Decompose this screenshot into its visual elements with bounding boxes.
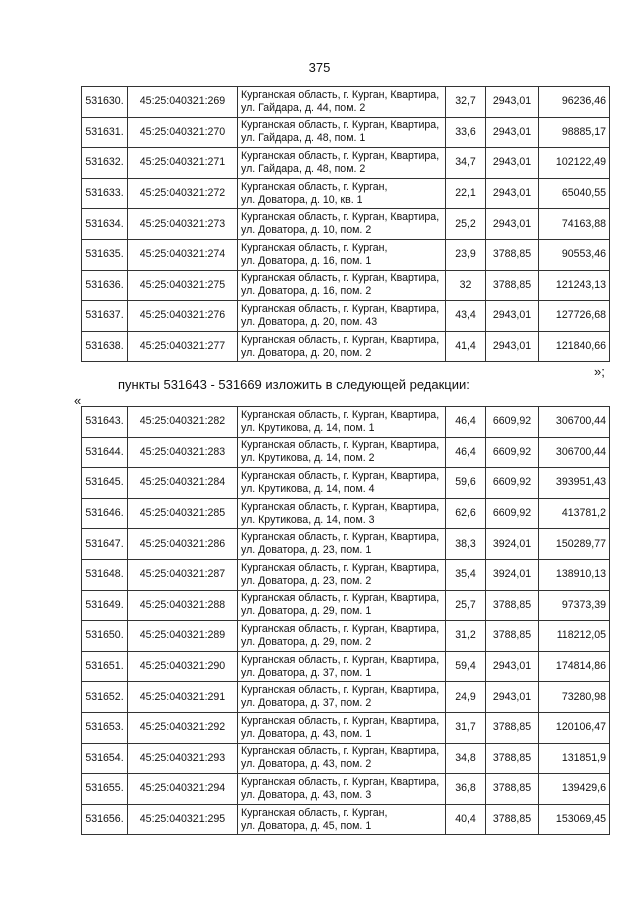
area-cell: 35,4 [446,559,486,590]
address-line-1: Курганская область, г. Курган, Квартира, [241,119,440,132]
address-line-1: Курганская область, г. Курган, Квартира, [241,531,440,544]
address-cell [238,529,446,560]
cadastral-value-cell: 90553,46 [539,239,610,270]
address-line-1: Курганская область, г. Курган, Квартира, [241,272,440,285]
cadastral-value-cell: 74163,88 [539,209,610,240]
cadastral-rate-cell: 2943,01 [486,117,539,148]
area-cell: 32,7 [446,87,486,118]
cadastral-rate-cell: 6609,92 [486,437,539,468]
area-cell: 22,1 [446,178,486,209]
cadastral-number-cell: 45:25:040321:270 [128,117,238,148]
cadastral-rate-cell: 2943,01 [486,331,539,362]
area-cell: 46,4 [446,407,486,438]
item-number-cell: 531644. [82,437,128,468]
table-row [82,498,610,529]
cadastral-number-cell: 45:25:040321:277 [128,331,238,362]
table-row [82,301,610,332]
cadastral-value-cell: 73280,98 [539,682,610,713]
cadastral-rate-cell: 6609,92 [486,407,539,438]
item-number-cell: 531650. [82,621,128,652]
address-cell [238,270,446,301]
address-line-2: ул. Доватора, д. 43, пом. 2 [241,758,372,771]
table-body [82,87,610,362]
cadastral-rate-cell: 2943,01 [486,209,539,240]
cadastral-number-cell: 45:25:040321:274 [128,239,238,270]
address-line-1: Курганская область, г. Курган, [241,806,388,819]
table-row [82,117,610,148]
area-cell: 36,8 [446,774,486,805]
cadastral-value-cell: 102122,49 [539,148,610,179]
cadastral-rate-cell: 2943,01 [486,301,539,332]
area-cell: 32 [446,270,486,301]
table-row [82,178,610,209]
area-cell: 24,9 [446,682,486,713]
cadastral-value-cell: 121243,13 [539,270,610,301]
table-row [82,331,610,362]
area-cell: 33,6 [446,117,486,148]
area-cell: 59,6 [446,468,486,499]
cadastral-rate-cell: 3924,01 [486,559,539,590]
address-line-1: Курганская область, г. Курган, Квартира, [241,714,440,727]
address-cell [238,651,446,682]
registry-table-previous [81,86,610,362]
address-line-2: ул. Доватора, д. 37, пом. 2 [241,697,372,710]
item-number-cell: 531631. [82,117,128,148]
cadastral-rate-cell: 3788,85 [486,774,539,805]
item-number-cell: 531656. [82,804,128,835]
address-line-2: ул. Доватора, д. 23, пом. 1 [241,544,372,557]
address-line-2: ул. Доватора, д. 29, пом. 2 [241,635,372,648]
item-number-cell: 531647. [82,529,128,560]
address-line-2: ул. Доватора, д. 43, пом. 1 [241,727,372,740]
cadastral-rate-cell: 3788,85 [486,804,539,835]
cadastral-number-cell: 45:25:040321:283 [128,437,238,468]
cadastral-value-cell: 121840,66 [539,331,610,362]
address-line-2: ул. Доватора, д. 16, пом. 2 [241,285,372,298]
address-line-2: ул. Крутикова, д. 14, пом. 4 [241,482,375,495]
area-cell: 46,4 [446,437,486,468]
cadastral-rate-cell: 3788,85 [486,239,539,270]
area-cell: 38,3 [446,529,486,560]
table-row [82,651,610,682]
cadastral-value-cell: 131851,9 [539,743,610,774]
address-line-1: Курганская область, г. Курган, Квартира, [241,592,440,605]
cadastral-number-cell: 45:25:040321:286 [128,529,238,560]
address-cell [238,301,446,332]
amendment-instruction: пункты 531643 - 531669 изложить в следующей редакции: [118,377,470,392]
table-row [82,407,610,438]
cadastral-rate-cell: 2943,01 [486,87,539,118]
cadastral-rate-cell: 3924,01 [486,529,539,560]
table-row [82,804,610,835]
cadastral-value-cell: 153069,45 [539,804,610,835]
cadastral-number-cell: 45:25:040321:294 [128,774,238,805]
area-cell: 34,7 [446,148,486,179]
item-number-cell: 531652. [82,682,128,713]
item-number-cell: 531636. [82,270,128,301]
item-number-cell: 531654. [82,743,128,774]
cadastral-number-cell: 45:25:040321:282 [128,407,238,438]
cadastral-number-cell: 45:25:040321:295 [128,804,238,835]
cadastral-value-cell: 306700,44 [539,437,610,468]
address-cell [238,774,446,805]
cadastral-value-cell: 120106,47 [539,712,610,743]
cadastral-number-cell: 45:25:040321:271 [128,148,238,179]
cadastral-rate-cell: 2943,01 [486,651,539,682]
item-number-cell: 531645. [82,468,128,499]
item-number-cell: 531635. [82,239,128,270]
address-line-2: ул. Крутикова, д. 14, пом. 1 [241,421,375,434]
item-number-cell: 531643. [82,407,128,438]
address-line-1: Курганская область, г. Курган, Квартира, [241,302,440,315]
cadastral-rate-cell: 3788,85 [486,712,539,743]
cadastral-number-cell: 45:25:040321:275 [128,270,238,301]
cadastral-number-cell: 45:25:040321:290 [128,651,238,682]
address-line-2: ул. Гайдара, д. 48, пом. 2 [241,162,366,175]
cadastral-rate-cell: 6609,92 [486,468,539,499]
cadastral-value-cell: 98885,17 [539,117,610,148]
cadastral-value-cell: 97373,39 [539,590,610,621]
area-cell: 25,7 [446,590,486,621]
cadastral-value-cell: 118212,05 [539,621,610,652]
item-number-cell: 531646. [82,498,128,529]
area-cell: 25,2 [446,209,486,240]
address-line-1: Курганская область, г. Курган, Квартира, [241,775,440,788]
address-cell [238,209,446,240]
address-line-2: ул. Доватора, д. 43, пом. 3 [241,788,372,801]
cadastral-rate-cell: 2943,01 [486,178,539,209]
address-line-2: ул. Доватора, д. 20, пом. 43 [241,315,378,328]
address-line-1: Курганская область, г. Курган, Квартира, [241,211,440,224]
table-row [82,209,610,240]
address-line-1: Курганская область, г. Курган, Квартира, [241,333,440,346]
cadastral-number-cell: 45:25:040321:272 [128,178,238,209]
item-number-cell: 531630. [82,87,128,118]
address-line-2: ул. Доватора, д. 45, пом. 1 [241,819,372,832]
address-line-2: ул. Доватора, д. 16, пом. 1 [241,254,372,267]
address-cell [238,468,446,499]
item-number-cell: 531648. [82,559,128,590]
cadastral-rate-cell: 3788,85 [486,590,539,621]
address-line-2: ул. Доватора, д. 37, пом. 1 [241,666,372,679]
table-row [82,621,610,652]
address-line-1: Курганская область, г. Курган, Квартира, [241,684,440,697]
cadastral-number-cell: 45:25:040321:288 [128,590,238,621]
address-line-1: Курганская область, г. Курган, Квартира, [241,469,440,482]
table-row [82,270,610,301]
cadastral-value-cell: 127726,68 [539,301,610,332]
table-row [82,559,610,590]
item-number-cell: 531651. [82,651,128,682]
address-cell [238,590,446,621]
table-row [82,774,610,805]
table-row [82,529,610,560]
cadastral-value-cell: 138910,13 [539,559,610,590]
table-row [82,468,610,499]
address-line-2: ул. Крутикова, д. 14, пом. 2 [241,452,375,465]
area-cell: 41,4 [446,331,486,362]
address-line-1: Курганская область, г. Курган, [241,241,388,254]
address-cell [238,804,446,835]
item-number-cell: 531632. [82,148,128,179]
cadastral-value-cell: 174814,86 [539,651,610,682]
address-cell [238,148,446,179]
cadastral-value-cell: 413781,2 [539,498,610,529]
item-number-cell: 531653. [82,712,128,743]
cadastral-number-cell: 45:25:040321:291 [128,682,238,713]
address-cell [238,437,446,468]
area-cell: 34,8 [446,743,486,774]
address-line-1: Курганская область, г. Курган, Квартира, [241,408,440,421]
address-cell [238,178,446,209]
cadastral-number-cell: 45:25:040321:289 [128,621,238,652]
cadastral-value-cell: 65040,55 [539,178,610,209]
address-cell [238,498,446,529]
address-cell [238,621,446,652]
address-cell [238,743,446,774]
area-cell: 59,4 [446,651,486,682]
cadastral-rate-cell: 2943,01 [486,682,539,713]
cadastral-number-cell: 45:25:040321:293 [128,743,238,774]
address-line-1: Курганская область, г. Курган, Квартира, [241,653,440,666]
address-line-2: ул. Доватора, д. 23, пом. 2 [241,574,372,587]
area-cell: 43,4 [446,301,486,332]
cadastral-rate-cell: 3788,85 [486,270,539,301]
address-line-1: Курганская область, г. Курган, Квартира, [241,500,440,513]
item-number-cell: 531633. [82,178,128,209]
cadastral-rate-cell: 2943,01 [486,148,539,179]
address-cell [238,87,446,118]
address-line-1: Курганская область, г. Курган, Квартира, [241,149,440,162]
address-cell [238,331,446,362]
table-row [82,87,610,118]
address-cell [238,239,446,270]
registry-table-amended [81,406,610,835]
address-line-2: ул. Доватора, д. 10, кв. 1 [241,193,363,206]
address-cell [238,407,446,438]
cadastral-value-cell: 306700,44 [539,407,610,438]
address-line-2: ул. Гайдара, д. 48, пом. 1 [241,132,366,145]
address-cell [238,559,446,590]
page-number: 375 [308,60,331,75]
area-cell: 31,7 [446,712,486,743]
cadastral-number-cell: 45:25:040321:273 [128,209,238,240]
cadastral-number-cell: 45:25:040321:287 [128,559,238,590]
address-line-2: ул. Доватора, д. 10, пом. 2 [241,224,372,237]
address-cell [238,712,446,743]
table-row [82,590,610,621]
address-line-2: ул. Гайдара, д. 44, пом. 2 [241,101,366,114]
cadastral-rate-cell: 3788,85 [486,621,539,652]
address-cell [238,117,446,148]
cadastral-value-cell: 393951,43 [539,468,610,499]
cadastral-rate-cell: 6609,92 [486,498,539,529]
address-line-2: ул. Доватора, д. 29, пом. 1 [241,605,372,618]
table-row [82,239,610,270]
item-number-cell: 531649. [82,590,128,621]
closing-quote: »; [594,364,605,379]
table-row [82,743,610,774]
cadastral-number-cell: 45:25:040321:284 [128,468,238,499]
address-line-1: Курганская область, г. Курган, [241,180,388,193]
table-row [82,437,610,468]
area-cell: 40,4 [446,804,486,835]
address-line-1: Курганская область, г. Курган, Квартира, [241,88,440,101]
area-cell: 31,2 [446,621,486,652]
area-cell: 23,9 [446,239,486,270]
cadastral-number-cell: 45:25:040321:292 [128,712,238,743]
address-cell [238,682,446,713]
item-number-cell: 531638. [82,331,128,362]
item-number-cell: 531637. [82,301,128,332]
item-number-cell: 531634. [82,209,128,240]
cadastral-number-cell: 45:25:040321:285 [128,498,238,529]
address-line-1: Курганская область, г. Курган, Квартира, [241,622,440,635]
area-cell: 62,6 [446,498,486,529]
cadastral-value-cell: 150289,77 [539,529,610,560]
cadastral-number-cell: 45:25:040321:269 [128,87,238,118]
address-line-1: Курганская область, г. Курган, Квартира, [241,561,440,574]
address-line-2: ул. Доватора, д. 20, пом. 2 [241,346,372,359]
cadastral-rate-cell: 3788,85 [486,743,539,774]
table-body [82,407,610,835]
opening-quote: « [74,393,82,408]
table-row [82,682,610,713]
address-line-2: ул. Крутикова, д. 14, пом. 3 [241,513,375,526]
cadastral-number-cell: 45:25:040321:276 [128,301,238,332]
cadastral-value-cell: 96236,46 [539,87,610,118]
table-row [82,148,610,179]
address-line-1: Курганская область, г. Курган, Квартира, [241,439,440,452]
address-line-1: Курганская область, г. Курган, Квартира, [241,745,440,758]
cadastral-value-cell: 139429,6 [539,774,610,805]
table-row [82,712,610,743]
item-number-cell: 531655. [82,774,128,805]
